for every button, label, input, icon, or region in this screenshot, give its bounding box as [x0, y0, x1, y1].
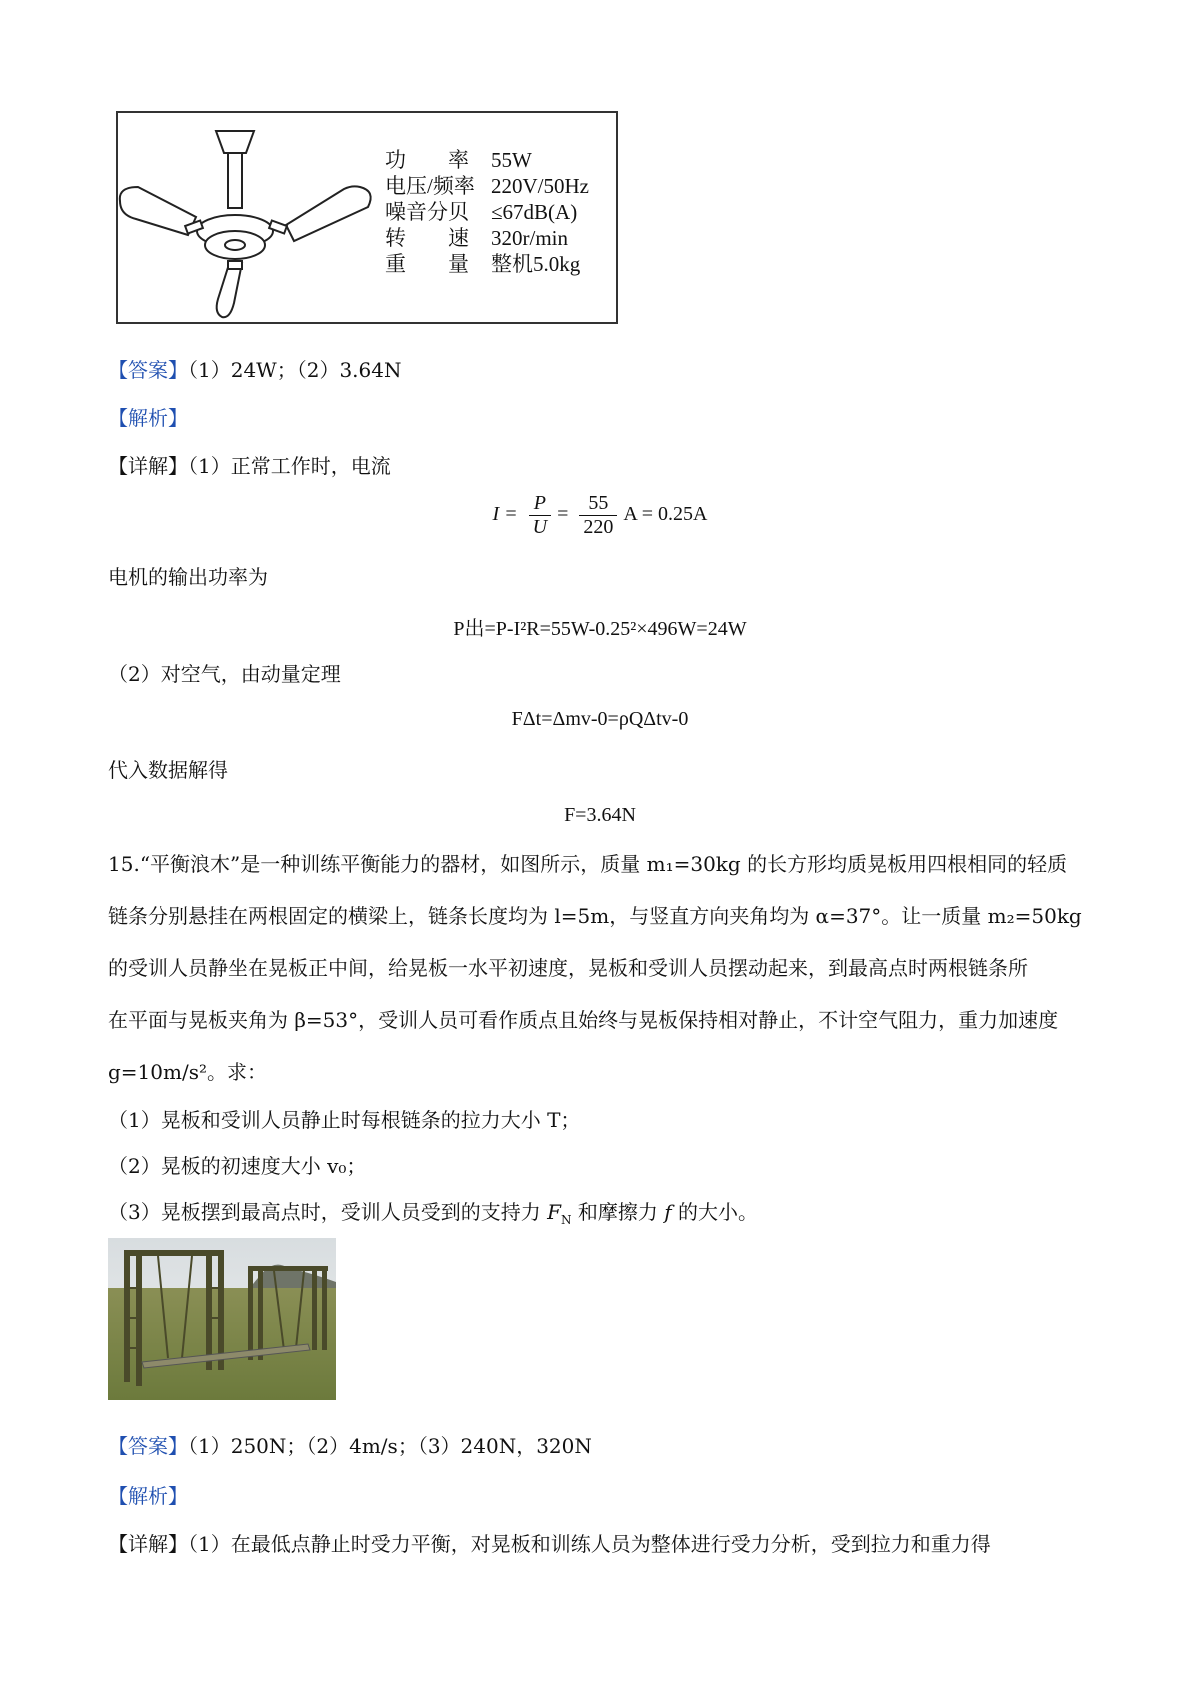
spec-value-speed: 320r/min	[491, 226, 568, 250]
q15-stem-line5: g=10m/s²。求：	[108, 1060, 267, 1084]
q15-number: 15.	[108, 852, 140, 876]
spec-value-voltage: 220V/50Hz	[491, 174, 589, 198]
fraction-55-over-220	[579, 492, 617, 539]
ceiling-fan-illustration	[118, 113, 378, 322]
answer-tag: 【答案】	[108, 358, 188, 382]
q15-detail-tag: 【详解】	[108, 1532, 188, 1556]
q15-sub3: （3）晃板摆到最高点时，受训人员受到的支持力 $F_N$ 和摩擦力 f 的大小。	[108, 1200, 758, 1227]
q14-answer-line	[108, 356, 402, 384]
q15-stem-line1	[108, 850, 1067, 878]
spec-label-noise: 噪音分贝	[385, 200, 469, 224]
analysis-tag: 【解析】	[108, 406, 188, 430]
q15-detail-text: （1）在最低点静止时受力平衡，对晃板和训练人员为整体进行受力分析，受到拉力和重力得	[188, 1532, 991, 1556]
equation-force: F=3.64N	[564, 804, 636, 826]
fan-figure	[116, 111, 618, 324]
frac1-num: P	[533, 492, 546, 514]
eq1-right: A = 0.25A	[623, 503, 708, 526]
q15-answer-tag: 【答案】	[108, 1434, 188, 1458]
balance-beam-photo	[108, 1238, 336, 1400]
q15-answer-line	[108, 1432, 592, 1460]
frac2-num: 55	[579, 492, 617, 516]
spec-value-noise: ≤67dB(A)	[491, 200, 578, 224]
q15-detail-line	[108, 1530, 991, 1558]
motor-output-line: 电机的输出功率为	[108, 565, 268, 589]
spec-value-power: 55W	[491, 148, 532, 172]
q15-stem-line2: 链条分别悬挂在两根固定的横梁上，链条长度均为 l=5m，与竖直方向夹角均为 α=37°。让一质量 m₂=50kg	[108, 904, 1082, 928]
part2-line: （2）对空气，由动量定理	[108, 662, 341, 686]
equation-output-power: P出=P-I²R=55W-0.25²×496W=24W	[453, 618, 747, 640]
answer-text: （1）24W；（2）3.64N	[188, 358, 402, 382]
q14-analysis-line	[108, 404, 188, 432]
spec-value-weight: 整机5.0kg	[491, 252, 581, 276]
q14-detail-line	[108, 452, 391, 480]
equation-momentum: FΔt=Δmv-0=ρQΔtv-0	[511, 708, 689, 730]
q15-analysis-tag: 【解析】	[108, 1484, 188, 1508]
q15-stem-line4: 在平面与晃板夹角为 β=53°，受训人员可看作质点且始终与晃板保持相对静止，不计空气阻力，重力加速度	[108, 1008, 1059, 1032]
eq1-left: I =	[492, 503, 518, 526]
spec-label-speed: 转 速	[385, 226, 469, 250]
spec-label-voltage: 电压/频率	[385, 174, 475, 198]
substitute-line: 代入数据解得	[108, 758, 228, 782]
q15-stem-line3: 的受训人员静坐在晃板正中间，给晃板一水平初速度，晃板和受训人员摆动起来，到最高点时两根链条所	[108, 956, 1028, 980]
fraction-p-over-u	[529, 492, 551, 539]
equation-current: I = $\frac{P}{U}$ = $\frac{55}{220}$ A = 0.25A	[492, 492, 708, 538]
spec-label-weight: 重 量	[385, 252, 469, 276]
q15-sub2: （2）晃板的初速度大小 v₀；	[108, 1154, 367, 1178]
detail-text: （1）正常工作时，电流	[188, 454, 391, 478]
q15-sub1: （1）晃板和受训人员静止时每根链条的拉力大小 T；	[108, 1108, 581, 1132]
q15-analysis-line	[108, 1482, 188, 1510]
frac2-den: 220	[583, 516, 614, 538]
q15-answer-text: （1）250N；（2）4m/s；（3）240N，320N	[188, 1434, 592, 1458]
q15-stem-text1: “平衡浪木”是一种训练平衡能力的器材，如图所示，质量 m₁=30kg 的长方形均质晃板用四根相同的轻质	[139, 852, 1068, 876]
spec-label-power: 功 率	[385, 148, 469, 172]
detail-tag: 【详解】	[108, 454, 188, 478]
frac1-den: U	[532, 516, 548, 538]
